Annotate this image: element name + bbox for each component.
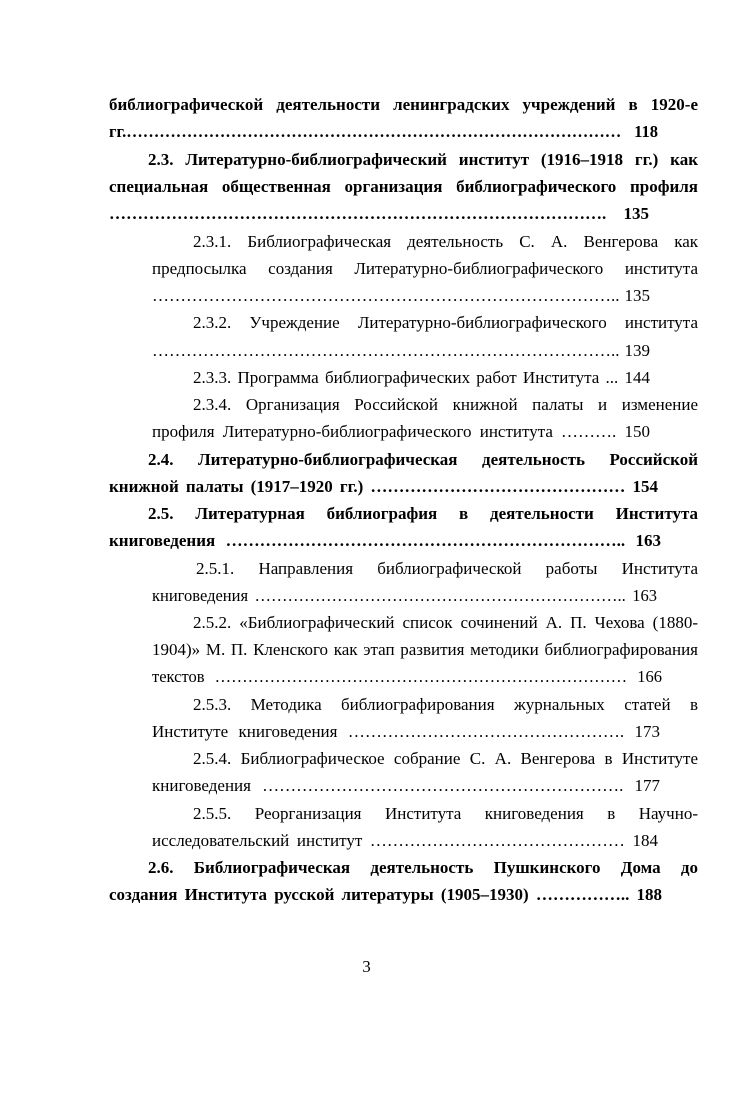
toc-entry-line: 2.3. Литературно-библиографический институт (1916–1918 гг.) как <box>148 150 698 169</box>
toc-entry-line: 2.5.3. Методика библиографирования журнальных статей в <box>193 695 698 714</box>
toc-entry-line: 2.5.4. Библиографическое собрание С. А. Венгерова в Институте <box>193 749 698 768</box>
toc-entry-line: 1904)» М. П. Кленского как этап развития методики библиографирования <box>152 640 698 659</box>
toc-entry-line: книговедения …………………………………………………………….. 163 <box>109 531 661 550</box>
toc-entry-line: книговедения ………………………………………………………. 177 <box>152 776 660 795</box>
toc-entry-line: предпосылка создания Литературно-библиографического института <box>152 259 698 278</box>
toc-entry-line: ……………………………………………………………………….. 139 <box>152 341 650 360</box>
toc-entry-line: исследовательский институт ……………………………………… 184 <box>152 831 658 850</box>
toc-entry-line: 2.3.2. Учреждение Литературно-библиографического института <box>193 313 698 332</box>
toc-entry-line: 2.5.2. «Библиографический список сочинений А. П. Чехова (1880- <box>193 613 698 632</box>
toc-entry-line: 2.4. Литературно-библиографическая деятельность Российской <box>148 450 698 469</box>
toc-entry-line: книжной палаты (1917–1920 гг.) ……………………………………… 154 <box>109 477 658 496</box>
toc-entry-line: книговедения ………………………………………………………….. 163 <box>152 586 657 605</box>
toc-entry-line: 2.5. Литературная библиография в деятельности Института <box>148 504 698 523</box>
toc-entry-line: профиля Литературно-библиографического института ………. 150 <box>152 422 650 441</box>
toc-entry-line: текстов ………………………………………………………………… 166 <box>152 667 662 686</box>
toc-entry-line: гг.……………………………………………………………………………… 118 <box>109 122 658 141</box>
toc-entry-line: специальная общественная организация библиографического профиля <box>109 177 698 196</box>
toc-entry-line: 2.5.1. Направления библиографической работы Института <box>196 559 698 578</box>
toc-entry-line: создания Института русской литературы (1905–1930) …………….. 188 <box>109 885 662 904</box>
toc-entry-line: Институте книговедения …………………………………………. 173 <box>152 722 660 741</box>
toc-entry-line: ……………………………………………………………………………. 135 <box>109 204 649 223</box>
page-number: 3 <box>362 957 371 976</box>
toc-entry-line: 2.6. Библиографическая деятельность Пушкинского Дома до <box>148 858 698 877</box>
toc-entry-line: библиографической деятельности ленинградских учреждений в 1920-е <box>109 95 698 114</box>
toc-entry-line: 2.3.3. Программа библиографических работ Института ... 144 <box>193 368 650 387</box>
toc-entry-line: ……………………………………………………………………….. 135 <box>152 286 650 305</box>
toc-entry-line: 2.3.4. Организация Российской книжной палаты и изменение <box>193 395 698 414</box>
toc-entry-line: 2.5.5. Реорганизация Института книговедения в Научно- <box>193 804 698 823</box>
toc-entry-line: 2.3.1. Библиографическая деятельность С. А. Венгерова как <box>193 232 698 251</box>
